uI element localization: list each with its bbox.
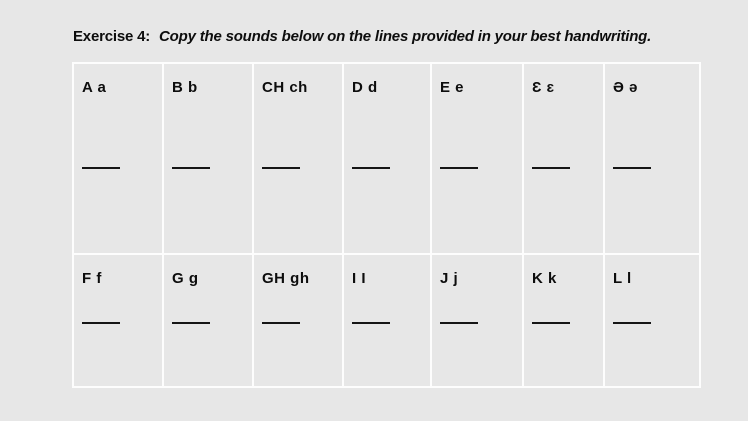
exercise-title	[73, 28, 651, 45]
sound-pair-label: A a	[82, 79, 107, 96]
writing-line	[352, 322, 390, 324]
sound-pair-label: I I	[352, 270, 367, 287]
writing-line	[440, 322, 478, 324]
sound-pair-label: L l	[613, 270, 632, 287]
sound-cell-Ll	[605, 255, 699, 386]
sound-pair-label: D d	[352, 79, 378, 96]
sound-pair-label: GH gh	[262, 270, 310, 287]
writing-line	[262, 167, 300, 169]
sound-pair-label: Ə ə	[613, 79, 638, 96]
sound-cell-Dd	[344, 64, 430, 253]
sound-cell-Aa	[74, 64, 162, 253]
writing-line	[172, 167, 210, 169]
sound-cell-open-e	[524, 64, 603, 253]
sound-cell-CHch	[254, 64, 342, 253]
sound-pair-label: J j	[440, 270, 459, 287]
sound-cell-schwa	[605, 64, 699, 253]
sound-cell-Ii	[344, 255, 430, 386]
sound-cell-Ee	[432, 64, 522, 253]
sound-pair-label: CH ch	[262, 79, 308, 96]
writing-line	[532, 167, 570, 169]
writing-line	[352, 167, 390, 169]
sound-cell-Bb	[164, 64, 252, 253]
sound-pair-label: E e	[440, 79, 465, 96]
sound-pair-label: Ɛ ɛ	[532, 79, 555, 96]
writing-line	[82, 167, 120, 169]
sound-pair-label: K k	[532, 270, 557, 287]
exercise-number: Exercise 4:	[73, 28, 151, 45]
writing-line	[613, 322, 651, 324]
writing-line	[532, 322, 570, 324]
writing-line	[440, 167, 478, 169]
sound-cell-Jj	[432, 255, 522, 386]
sound-pair-label: G g	[172, 270, 199, 287]
writing-line	[262, 322, 300, 324]
sound-cell-Ff	[74, 255, 162, 386]
sounds-table	[72, 62, 701, 388]
writing-line	[172, 322, 210, 324]
writing-line	[82, 322, 120, 324]
sound-pair-label: B b	[172, 79, 198, 96]
sound-cell-Gg	[164, 255, 252, 386]
sound-cell-Kk	[524, 255, 603, 386]
writing-line	[613, 167, 651, 169]
exercise-instruction: Copy the sounds below on the lines provided in your best handwriting.	[159, 28, 652, 45]
sound-cell-GHgh	[254, 255, 342, 386]
sound-pair-label: F f	[82, 270, 102, 287]
